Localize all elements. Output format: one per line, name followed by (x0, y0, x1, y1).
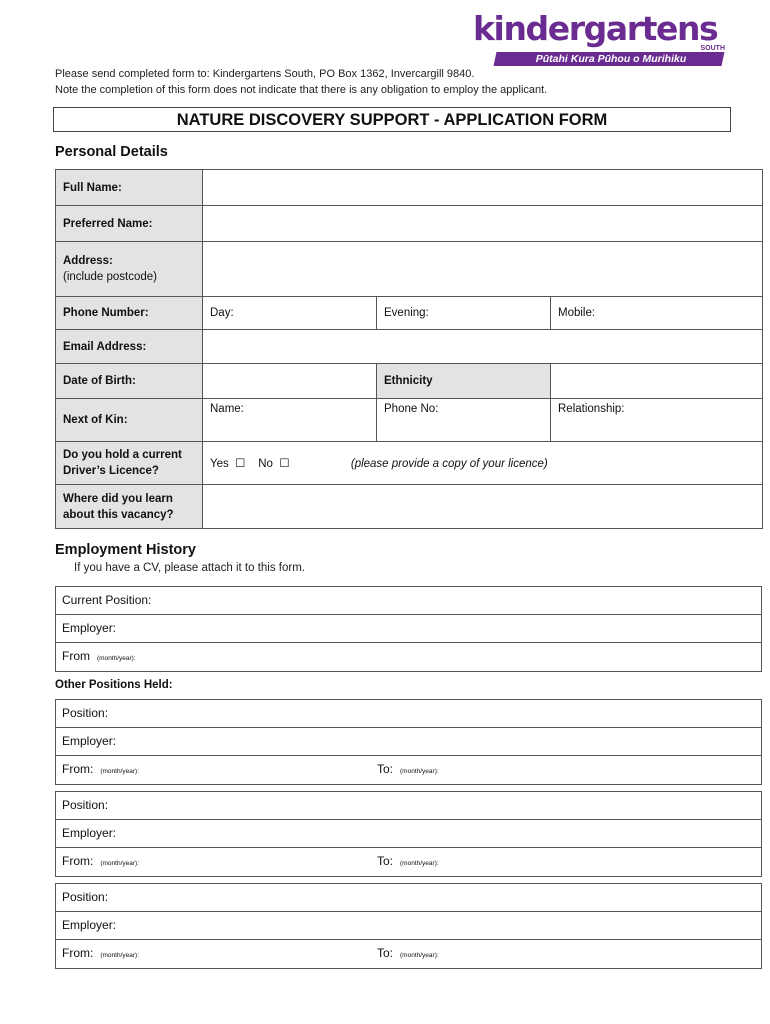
personal-details-heading: Personal Details (55, 144, 168, 160)
from-label: From: (62, 762, 94, 776)
dob-field[interactable] (203, 364, 377, 399)
other-position-box-3 (55, 883, 762, 969)
logo-region: SOUTH (700, 45, 725, 52)
other-positions-heading: Other Positions Held: (55, 679, 173, 691)
month-year-hint: (month/year): (400, 860, 439, 867)
to-label-group (377, 756, 439, 785)
email-field[interactable] (203, 330, 763, 364)
kin-name-field[interactable]: Name: (203, 399, 377, 442)
obligation-note: Note the completion of this form does not indicate that there is any obligation to employ the applicant. (55, 84, 548, 96)
next-of-kin-label: Next of Kin: (56, 399, 203, 442)
phone-day-field[interactable]: Day: (203, 297, 377, 330)
cv-note: If you have a CV, please attach it to this form. (74, 562, 305, 574)
phone-label: Phone Number: (56, 297, 203, 330)
address-label (56, 242, 203, 297)
dob-label: Date of Birth: (56, 364, 203, 399)
personal-details-table (55, 169, 763, 529)
ethnicity-field[interactable] (551, 364, 763, 399)
address-field[interactable] (203, 242, 763, 297)
month-year-hint: (month/year): (100, 768, 139, 775)
from-label: From (62, 649, 90, 663)
dates-row[interactable] (56, 756, 761, 784)
licence-label (56, 442, 203, 485)
licence-question-line2: Driver’s Licence? (63, 465, 159, 477)
licence-answer-cell (203, 442, 763, 485)
month-year-hint: (month/year): (100, 860, 139, 867)
month-year-hint: (month/year): (97, 655, 136, 662)
employer-field[interactable]: Employer: (56, 820, 761, 848)
month-year-hint: (month/year): (400, 768, 439, 775)
to-label-group (377, 940, 439, 969)
kindergartens-south-logo (471, 9, 727, 70)
address-label-text: Address: (63, 255, 113, 267)
vacancy-source-field[interactable] (203, 485, 763, 529)
position-field[interactable]: Position: (56, 792, 761, 820)
email-label: Email Address: (56, 330, 203, 364)
to-label-group (377, 848, 439, 877)
to-label: To: (377, 946, 394, 960)
phone-evening-field[interactable]: Evening: (377, 297, 551, 330)
vacancy-source-label (56, 485, 203, 529)
position-field[interactable]: Position: (56, 700, 761, 728)
month-year-hint: (month/year): (100, 952, 139, 959)
from-label: From: (62, 854, 94, 868)
licence-copy-note: (please provide a copy of your licence) (350, 458, 548, 470)
employment-history-heading: Employment History (55, 542, 196, 558)
form-title: NATURE DISCOVERY SUPPORT - APPLICATION FORM (53, 107, 731, 132)
logo-tagline: Pūtahi Kura Pūhou o Murihiku (535, 53, 687, 65)
month-year-hint: (month/year): (400, 952, 439, 959)
address-hint: (include postcode) (63, 271, 157, 283)
full-name-label: Full Name: (56, 170, 203, 206)
current-position-field[interactable]: Current Position: (56, 587, 761, 615)
other-position-box-2 (55, 791, 762, 877)
ethnicity-label: Ethnicity (377, 364, 551, 399)
preferred-name-label: Preferred Name: (56, 206, 203, 242)
phone-mobile-field[interactable]: Mobile: (551, 297, 763, 330)
employer-field[interactable]: Employer: (56, 728, 761, 756)
licence-question-line1: Do you hold a current (63, 449, 182, 461)
licence-yes-no-checkboxes[interactable]: Yes ☐ No ☐ (210, 458, 290, 470)
to-label: To: (377, 854, 394, 868)
current-from-field[interactable] (56, 643, 761, 671)
send-to-note: Please send completed form to: Kindergartens South, PO Box 1362, Invercargill 9840. (55, 68, 475, 80)
position-field[interactable]: Position: (56, 884, 761, 912)
logo-wordmark: kindergartens (473, 9, 718, 48)
dates-row[interactable] (56, 940, 761, 968)
preferred-name-field[interactable] (203, 206, 763, 242)
current-employer-field[interactable]: Employer: (56, 615, 761, 643)
from-label: From: (62, 946, 94, 960)
dates-row[interactable] (56, 848, 761, 876)
to-label: To: (377, 762, 394, 776)
vacancy-question-line2: about this vacancy? (63, 508, 174, 521)
current-position-box (55, 586, 762, 672)
kin-relationship-field[interactable]: Relationship: (551, 399, 763, 442)
full-name-field[interactable] (203, 170, 763, 206)
employer-field[interactable]: Employer: (56, 912, 761, 940)
other-position-box-1 (55, 699, 762, 785)
kin-phone-field[interactable]: Phone No: (377, 399, 551, 442)
vacancy-question-line1: Where did you learn (63, 492, 173, 505)
